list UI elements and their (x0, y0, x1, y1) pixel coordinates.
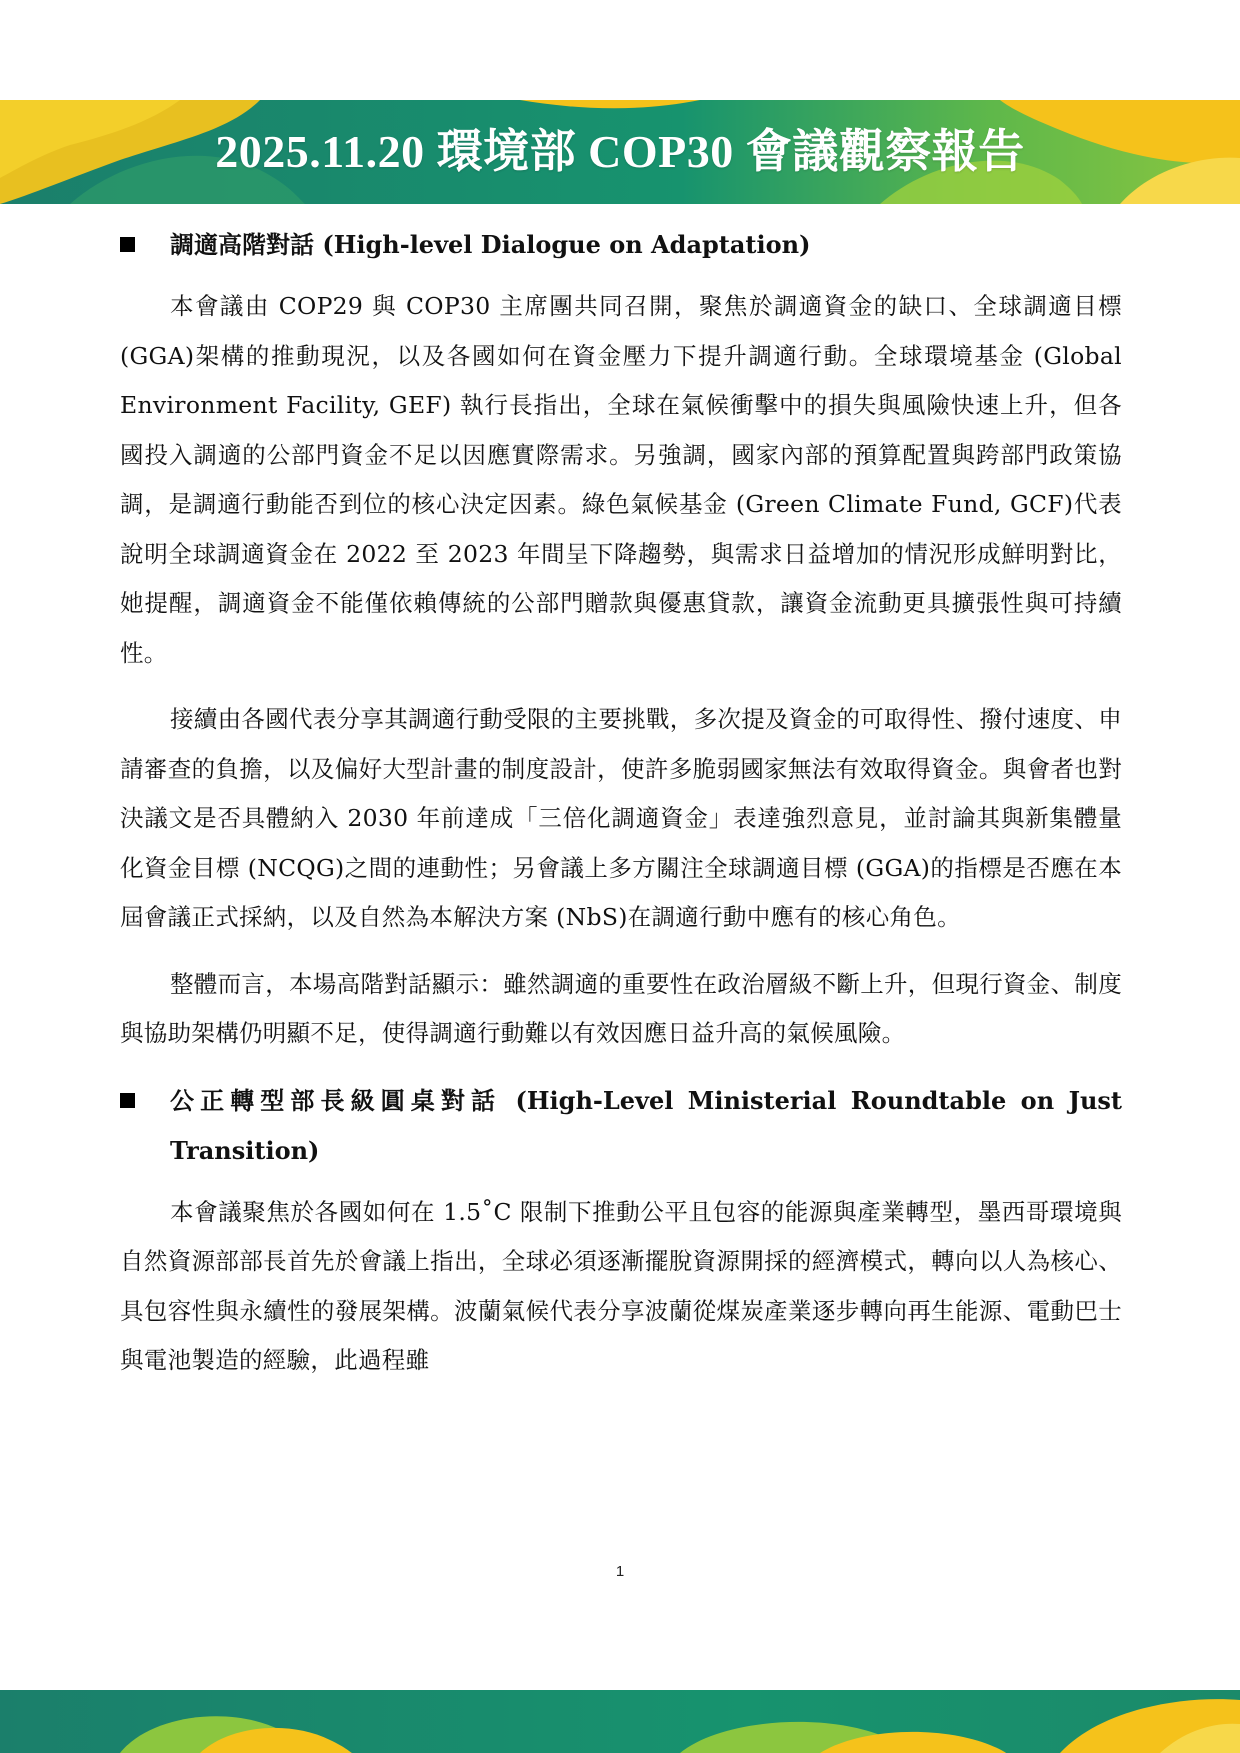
footer-banner (0, 1690, 1240, 1753)
section-heading-just-transition (120, 1076, 1122, 1176)
square-bullet-icon (120, 1093, 135, 1108)
section-heading-text: 公正轉型部長級圓桌對話 (High-Level Ministerial Roundtable on Just Transition) (170, 1085, 1122, 1165)
paragraph: 接續由各國代表分享其調適行動受限的主要挑戰，多次提及資金的可取得性、撥付速度、申請審查的負擔，以及偏好大型計畫的制度設計，使許多脆弱國家無法有效取得資金。與會者也對決議文是否具體納入 2030 年前達成「三倍化調適資金」表達強烈意見，並討論其與新集體量化資金目標 (NCQG)之間的連動性；另會議上多方關注全球調適目標 (GGA)的指標是否應在本屆會議正式採納，以及自然為本解決方案 (NbS)在調適行動中應有的核心角色。 (120, 705, 1122, 931)
paragraph: 本會議由 COP29 與 COP30 主席團共同召開，聚焦於調適資金的缺口、全球調適目標 (GGA)架構的推動現況，以及各國如何在資金壓力下提升調適行動。全球環境基金 (Global Environment Facility, GEF) 執行長指出，全球在氣候衝擊中的損失與風險快速上升，但各國投入調適的公部門資金不足以因應實際需求。另強調，國家內部的預算配置與跨部門政策協調，是調適行動能否到位的核心決定因素。綠色氣候基金 (Green Climate Fund, GCF)代表說明全球調適資金在 2022 至 2023 年間呈下降趨勢，與需求日益增加的情況形成鮮明對比，她提醒，調適資金不能僅依賴傳統的公部門贈款與優惠貸款，讓資金流動更具擴張性與可持續性。 (120, 292, 1122, 667)
document-body (120, 220, 1122, 1403)
footer-banner-graphic (0, 1690, 1240, 1753)
section-heading-adaptation (120, 220, 1122, 270)
header-banner (0, 100, 1240, 204)
square-bullet-icon (120, 237, 135, 252)
section-heading-text: 調適高階對話 (High-level Dialogue on Adaptation) (170, 230, 811, 259)
page-number: 1 (615, 1563, 625, 1580)
paragraph: 本會議聚焦於各國如何在 1.5˚C 限制下推動公平且包容的能源與產業轉型，墨西哥環境與自然資源部部長首先於會議上指出，全球必須逐漸擺脫資源開採的經濟模式，轉向以人為核心、具包容性與永續性的發展架構。波蘭氣候代表分享波蘭從煤炭產業逐步轉向再生能源、電動巴士與電池製造的經驗，此過程雖 (120, 1197, 1122, 1374)
page-title: 2025.11.20 環境部 COP30 會議觀察報告 (215, 126, 1025, 177)
paragraph: 整體而言，本場高階對話顯示：雖然調適的重要性在政治層級不斷上升，但現行資金、制度與協助架構仍明顯不足，使得調適行動難以有效因應日益升高的氣候風險。 (120, 969, 1122, 1047)
